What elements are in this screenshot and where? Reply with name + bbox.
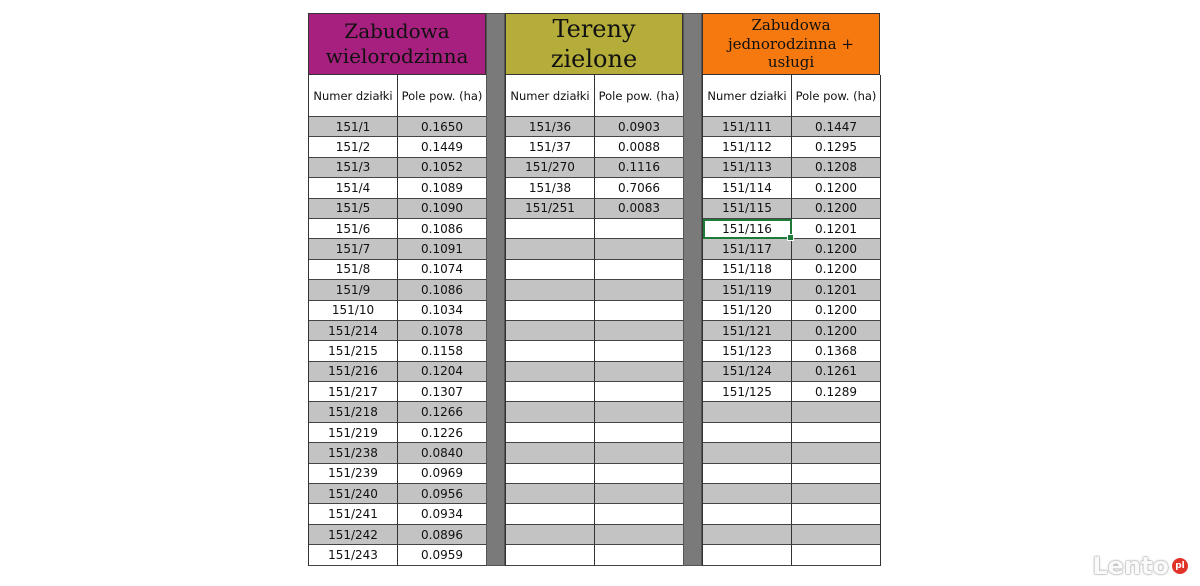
title-line-2: jednorodzinna + usługi [728,34,854,72]
plot-number-cell[interactable]: 151/7 [309,239,398,259]
table-tereny-zielone [505,13,684,566]
table-row [309,341,487,361]
plot-number-cell[interactable]: 151/37 [506,137,595,157]
plot-number-cell[interactable]: 151/117 [703,239,792,259]
area-cell[interactable] [595,219,684,239]
area-cell[interactable]: 0.0956 [398,484,487,504]
plot-number-cell[interactable]: 151/215 [309,341,398,361]
table-row [506,321,684,341]
table-grid [702,75,881,566]
plot-number-cell[interactable]: 151/214 [309,321,398,341]
plot-number-cell[interactable] [506,545,595,565]
plot-number-cell[interactable]: 151/1 [309,117,398,137]
area-cell[interactable] [595,402,684,422]
area-cell[interactable]: 0.1200 [792,178,881,198]
table-row [703,117,881,137]
table-row [309,525,487,545]
area-cell[interactable]: 0.1650 [398,117,487,137]
plot-number-cell[interactable] [506,362,595,382]
area-cell[interactable]: 0.1086 [398,219,487,239]
area-cell[interactable]: 0.1226 [398,423,487,443]
area-cell[interactable]: 0.1201 [792,219,881,239]
plot-number-cell[interactable]: 151/113 [703,158,792,178]
table-row [506,484,684,504]
column-header-area: Pole pow. (ha) [595,75,684,117]
area-cell[interactable]: 0.1086 [398,280,487,300]
plot-number-cell[interactable]: 151/36 [506,117,595,137]
area-cell[interactable]: 0.1449 [398,137,487,157]
plot-number-cell[interactable]: 151/219 [309,423,398,443]
table-row [309,545,487,565]
area-cell[interactable] [595,423,684,443]
area-cell[interactable]: 0.1204 [398,362,487,382]
table-title [505,13,683,75]
plot-number-cell[interactable]: 151/112 [703,137,792,157]
area-cell[interactable] [792,464,881,484]
area-cell[interactable]: 0.1200 [792,199,881,219]
area-cell[interactable] [595,525,684,545]
area-cell[interactable]: 0.0083 [595,199,684,219]
plot-number-cell[interactable]: 151/251 [506,199,595,219]
area-cell[interactable]: 0.1078 [398,321,487,341]
area-cell[interactable] [792,525,881,545]
area-cell[interactable] [595,484,684,504]
area-cell[interactable] [595,362,684,382]
table-row [703,402,881,422]
area-cell[interactable]: 0.1266 [398,402,487,422]
title-line-1: Zabudowa [751,15,831,34]
table-row [703,199,881,219]
plot-number-cell[interactable] [506,321,595,341]
table-row [703,219,881,239]
area-cell[interactable]: 0.1089 [398,178,487,198]
plot-number-cell[interactable] [506,525,595,545]
plot-number-cell[interactable] [703,525,792,545]
plot-number-cell[interactable] [703,464,792,484]
table-row [309,443,487,463]
area-cell[interactable] [792,545,881,565]
plot-number-cell[interactable] [506,484,595,504]
area-cell[interactable] [595,341,684,361]
column-separator [486,13,505,566]
table-row [309,158,487,178]
area-cell[interactable]: 0.1091 [398,239,487,259]
plot-number-cell[interactable]: 151/120 [703,301,792,321]
table-row [506,260,684,280]
plot-number-cell[interactable]: 151/217 [309,382,398,402]
plot-number-cell[interactable] [506,219,595,239]
plot-number-cell[interactable]: 151/5 [309,199,398,219]
table-grid [505,75,684,566]
column-header-number: Numer działki [309,75,398,117]
table-row [703,443,881,463]
table-row [506,402,684,422]
lento-logo [1092,552,1188,580]
area-cell[interactable] [595,382,684,402]
table-row [506,362,684,382]
area-cell[interactable] [595,464,684,484]
title-line-2: wielorodzinna [325,44,469,68]
plot-number-cell[interactable]: 151/3 [309,158,398,178]
table-row [703,301,881,321]
area-cell[interactable]: 0.1368 [792,341,881,361]
plot-number-cell[interactable]: 151/216 [309,362,398,382]
area-cell[interactable]: 0.1116 [595,158,684,178]
table-row [506,443,684,463]
table-zabudowa-wielorodzinna [308,13,487,566]
logo-badge: pl [1172,558,1188,574]
table-row [703,423,881,443]
table-row [309,423,487,443]
column-header-number: Numer działki [506,75,595,117]
area-cell[interactable]: 0.1208 [792,158,881,178]
plot-number-cell[interactable]: 151/270 [506,158,595,178]
table-title [308,13,486,75]
table-row [703,545,881,565]
plot-number-cell[interactable] [703,402,792,422]
table-row [703,464,881,484]
table-row [309,280,487,300]
table-row [703,484,881,504]
plot-number-cell[interactable] [703,504,792,524]
area-cell[interactable] [595,280,684,300]
table-row [309,362,487,382]
area-cell[interactable]: 0.1200 [792,301,881,321]
area-cell[interactable]: 0.0088 [595,137,684,157]
plot-number-cell[interactable]: 151/38 [506,178,595,198]
table-row [309,382,487,402]
area-cell[interactable]: 0.1289 [792,382,881,402]
table-row [309,321,487,341]
plot-number-cell[interactable] [506,301,595,321]
table-row [703,504,881,524]
table-row [506,219,684,239]
table-row [309,137,487,157]
area-cell[interactable] [595,504,684,524]
plot-number-cell[interactable]: 151/241 [309,504,398,524]
table-row [309,301,487,321]
table-row [703,239,881,259]
area-cell[interactable] [792,423,881,443]
plot-number-cell[interactable]: 151/116 [703,219,792,239]
plot-number-cell[interactable]: 151/243 [309,545,398,565]
table-row [703,341,881,361]
logo-text: Lento [1092,552,1169,580]
table-row [506,199,684,219]
area-cell[interactable]: 0.0934 [398,504,487,524]
plot-number-cell[interactable] [506,504,595,524]
table-row [309,239,487,259]
area-cell[interactable] [792,443,881,463]
table-grid [308,75,487,566]
table-row [309,260,487,280]
table-row [309,464,487,484]
area-cell[interactable] [595,545,684,565]
title-line-1: Zabudowa [344,19,450,43]
area-cell[interactable] [792,484,881,504]
table-row [703,178,881,198]
plot-number-cell[interactable] [506,341,595,361]
plot-number-cell[interactable]: 151/111 [703,117,792,137]
table-row [309,117,487,137]
area-cell[interactable] [595,260,684,280]
plot-number-cell[interactable]: 151/242 [309,525,398,545]
plot-number-cell[interactable]: 151/238 [309,443,398,463]
plot-number-cell[interactable]: 151/118 [703,260,792,280]
column-header-area: Pole pow. (ha) [398,75,487,117]
area-cell[interactable] [595,321,684,341]
plot-number-cell[interactable]: 151/4 [309,178,398,198]
title-text: Tereny zielone [550,15,638,73]
plot-number-cell[interactable]: 151/10 [309,301,398,321]
table-row [506,341,684,361]
table-row [506,423,684,443]
table-row [506,117,684,137]
plot-number-cell[interactable] [703,484,792,504]
area-cell[interactable]: 0.1295 [792,137,881,157]
area-cell[interactable]: 0.1200 [792,260,881,280]
table-row [506,545,684,565]
table-row [703,525,881,545]
plot-number-cell[interactable]: 151/123 [703,341,792,361]
table-row [309,484,487,504]
area-cell[interactable] [595,443,684,463]
table-row [506,301,684,321]
area-cell[interactable] [595,301,684,321]
column-separator [683,13,702,566]
plot-number-cell[interactable] [703,443,792,463]
table-row [703,260,881,280]
area-cell[interactable]: 0.0959 [398,545,487,565]
area-cell[interactable]: 0.1158 [398,341,487,361]
area-cell[interactable]: 0.1034 [398,301,487,321]
table-title [702,13,880,75]
plot-number-cell[interactable]: 151/119 [703,280,792,300]
table-row [309,178,487,198]
table-row [506,525,684,545]
area-cell[interactable]: 0.1052 [398,158,487,178]
table-row [506,504,684,524]
table-row [506,382,684,402]
table-row [506,239,684,259]
table-row [309,219,487,239]
table-zabudowa-jednorodzinna [702,13,881,566]
area-cell[interactable]: 0.1307 [398,382,487,402]
plot-number-cell[interactable]: 151/114 [703,178,792,198]
plot-number-cell[interactable] [703,545,792,565]
table-row [506,280,684,300]
table-row [703,362,881,382]
column-header-area: Pole pow. (ha) [792,75,881,117]
plot-number-cell[interactable] [506,402,595,422]
column-header-number: Numer działki [703,75,792,117]
table-row [506,178,684,198]
area-cell[interactable]: 0.0896 [398,525,487,545]
plot-number-cell[interactable]: 151/240 [309,484,398,504]
area-cell[interactable]: 0.0903 [595,117,684,137]
area-cell[interactable]: 0.0969 [398,464,487,484]
table-row [703,382,881,402]
plot-number-cell[interactable]: 151/218 [309,402,398,422]
area-cell[interactable]: 0.1090 [398,199,487,219]
area-cell[interactable]: 0.7066 [595,178,684,198]
area-cell[interactable]: 0.1200 [792,321,881,341]
plot-number-cell[interactable] [506,382,595,402]
table-row [309,199,487,219]
area-cell[interactable]: 0.0840 [398,443,487,463]
area-cell[interactable]: 0.1200 [792,239,881,259]
plot-number-cell[interactable]: 151/124 [703,362,792,382]
plot-number-cell[interactable] [506,464,595,484]
column-header-row [309,75,487,117]
plot-number-cell[interactable]: 151/121 [703,321,792,341]
area-cell[interactable] [792,504,881,524]
plot-number-cell[interactable] [506,280,595,300]
area-cell[interactable]: 0.1074 [398,260,487,280]
area-cell[interactable] [595,239,684,259]
table-row [703,137,881,157]
table-row [703,321,881,341]
area-cell[interactable]: 0.1261 [792,362,881,382]
table-row [309,504,487,524]
plot-number-cell[interactable] [703,423,792,443]
table-row [506,137,684,157]
plot-number-cell[interactable] [506,443,595,463]
plot-number-cell[interactable] [506,239,595,259]
table-row [506,158,684,178]
plot-number-cell[interactable]: 151/115 [703,199,792,219]
plot-number-cell[interactable]: 151/125 [703,382,792,402]
table-row [703,158,881,178]
plot-number-cell[interactable] [506,260,595,280]
table-row [506,464,684,484]
plot-number-cell[interactable]: 151/2 [309,137,398,157]
area-cell[interactable] [792,402,881,422]
plot-number-cell[interactable]: 151/8 [309,260,398,280]
table-row [703,280,881,300]
plot-number-cell[interactable]: 151/6 [309,219,398,239]
area-cell[interactable]: 0.1201 [792,280,881,300]
column-header-row [506,75,684,117]
column-header-row [703,75,881,117]
table-row [309,402,487,422]
plot-number-cell[interactable]: 151/239 [309,464,398,484]
plot-number-cell[interactable] [506,423,595,443]
area-cell[interactable]: 0.1447 [792,117,881,137]
plot-number-cell[interactable]: 151/9 [309,280,398,300]
